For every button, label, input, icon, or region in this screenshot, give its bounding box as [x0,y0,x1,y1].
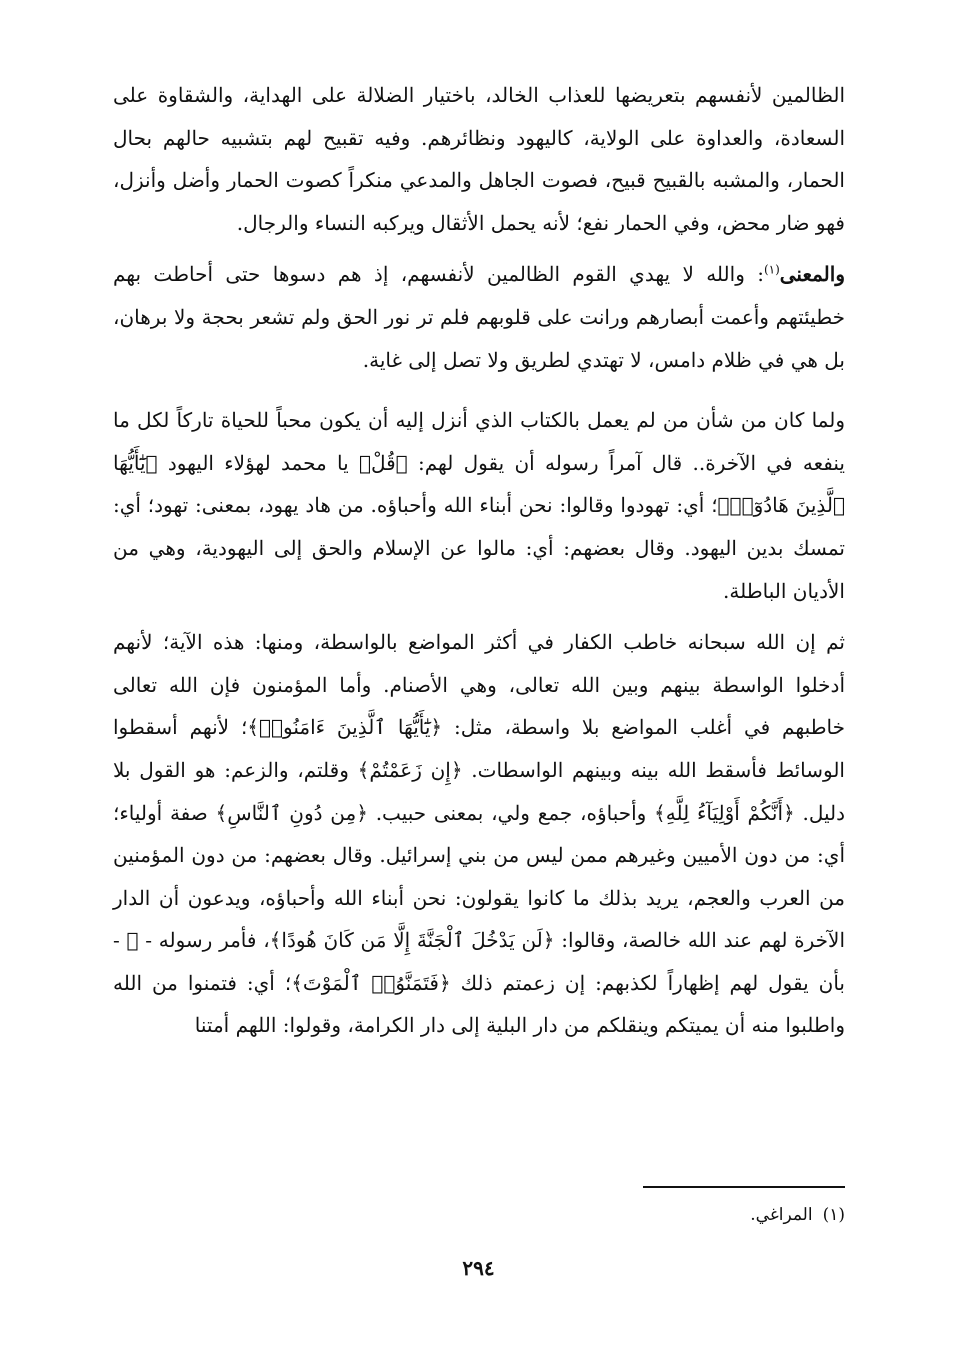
paragraph-2-text: : والله لا يهدي القوم الظالمين لأنفسهم، إذ هم دسوها حتى أحاطت بهم خطيئتهم وأعمت أبصارهم ورانت على قلوبهم فلم تر نور الحق ولم تشعر بحجة ولا برهان، بل هي في ظلام دامس، لا تهتدي لطريق ولا تصل إلى غاية. [113,262,845,372]
footnote-divider [643,1186,845,1188]
paragraph-3-text: ولما كان من شأن من لم يعمل بالكتاب الذي أنزل إليه أن يكون محباً للحياة تاركاً لكل ما ينفعه في الآخرة.. قال آمراً رسوله أن يقول لهم: ﴿قُلْ﴾ يا محمد لهؤلاء اليهود ﴿يَٰٓأَيُّهَا ٱلَّذِينَ هَادُوٓا۟﴾؛ أي: تهودوا وقالوا: نحن أبناء الله وأحباؤه. من هاد يهود، بمعنى: تهود؛ أي: تمسك بدين اليهود. وقال بعضهم: أي: مالوا عن الإسلام والحق إلى اليهودية، وهي من الأديان الباطلة. [113,408,845,603]
paragraph-4 [113,621,845,1047]
paragraph-4-text: ثم إن الله سبحانه خاطب الكفار في أكثر المواضع بالواسطة، ومنها: هذه الآية؛ لأنهم أدخلوا الواسطة بينهم وبين الله تعالى، وهي الأصنام. وأما المؤمنون فإن الله تعالى خاطبهم في أغلب المواضع بلا واسطة، مثل: ﴿يَٰٓأَيُّهَا ٱلَّذِينَ ءَامَنُوا۟﴾؛ لأنهم أسقطوا الوسائط فأسقط الله بينه وبينهم الواسطات. ﴿إِن زَعَمْتُمْ﴾ وقلتم، والزعم: هو القول بلا دليل. ﴿أَنَّكُمْ أَوْلِيَآءُ لِلَّهِ﴾ وأحباؤه، جمع ولي، بمعنى حبيب. ﴿مِن دُونِ ٱلنَّاسِ﴾ صفة أولياء؛ أي: من دون الأميين وغيرهم ممن ليس من بني إسرائيل. وقال بعضهم: من دون المؤمنين من العرب والعجم، يريد بذلك ما كانوا يقولون: نحن أبناء الله وأحباؤه، ويدعون أن الدار الآخرة لهم عند الله خالصة، وقالوا: ﴿لَن يَدْخُلَ ٱلْجَنَّةَ إِلَّا مَن كَانَ هُودًا﴾، فأمر رسوله - ﷺ - بأن يقول لهم إظهاراً لكذبهم: إن زعمتم ذلك ﴿فَتَمَنَّوُا۟ ٱلْمَوْتَ﴾؛ أي: فتمنوا من الله واطلبوا منه أن يميتكم وينقلكم من دار البلية إلى دار الكرامة، وقولوا: اللهم أمتنا [113,630,845,1038]
paragraph-1-text: الظالمين لأنفسهم بتعريضها للعذاب الخالد، باختيار الضلالة على الهداية، والشقاوة على السعادة، والعداوة على الولاية، كاليهود ونظائرهم. وفيه تقبيح لهم بتشبيه حالهم بحال الحمار، والمشبه بالقبيح قبيح، فصوت الجاهل والمدعي منكراً كصوت الحمار وأضل وأنزل، فهو ضار محض، وفي الحمار نفع؛ لأنه يحمل الأثقال ويركبه النساء والرجال. [113,83,845,235]
footnote-number: (١) [822,1205,845,1225]
paragraph-3 [113,399,845,612]
paragraph-1 [113,74,845,244]
footnote-reference: (١) [763,262,780,277]
page-body [113,74,845,1047]
page-number: ٢٩٤ [462,1256,495,1280]
footnote-text: المراغي. [750,1205,813,1225]
paragraph-2-lead: والمعنى [779,262,845,287]
footnote [750,1200,845,1230]
paragraph-2 [113,253,845,381]
